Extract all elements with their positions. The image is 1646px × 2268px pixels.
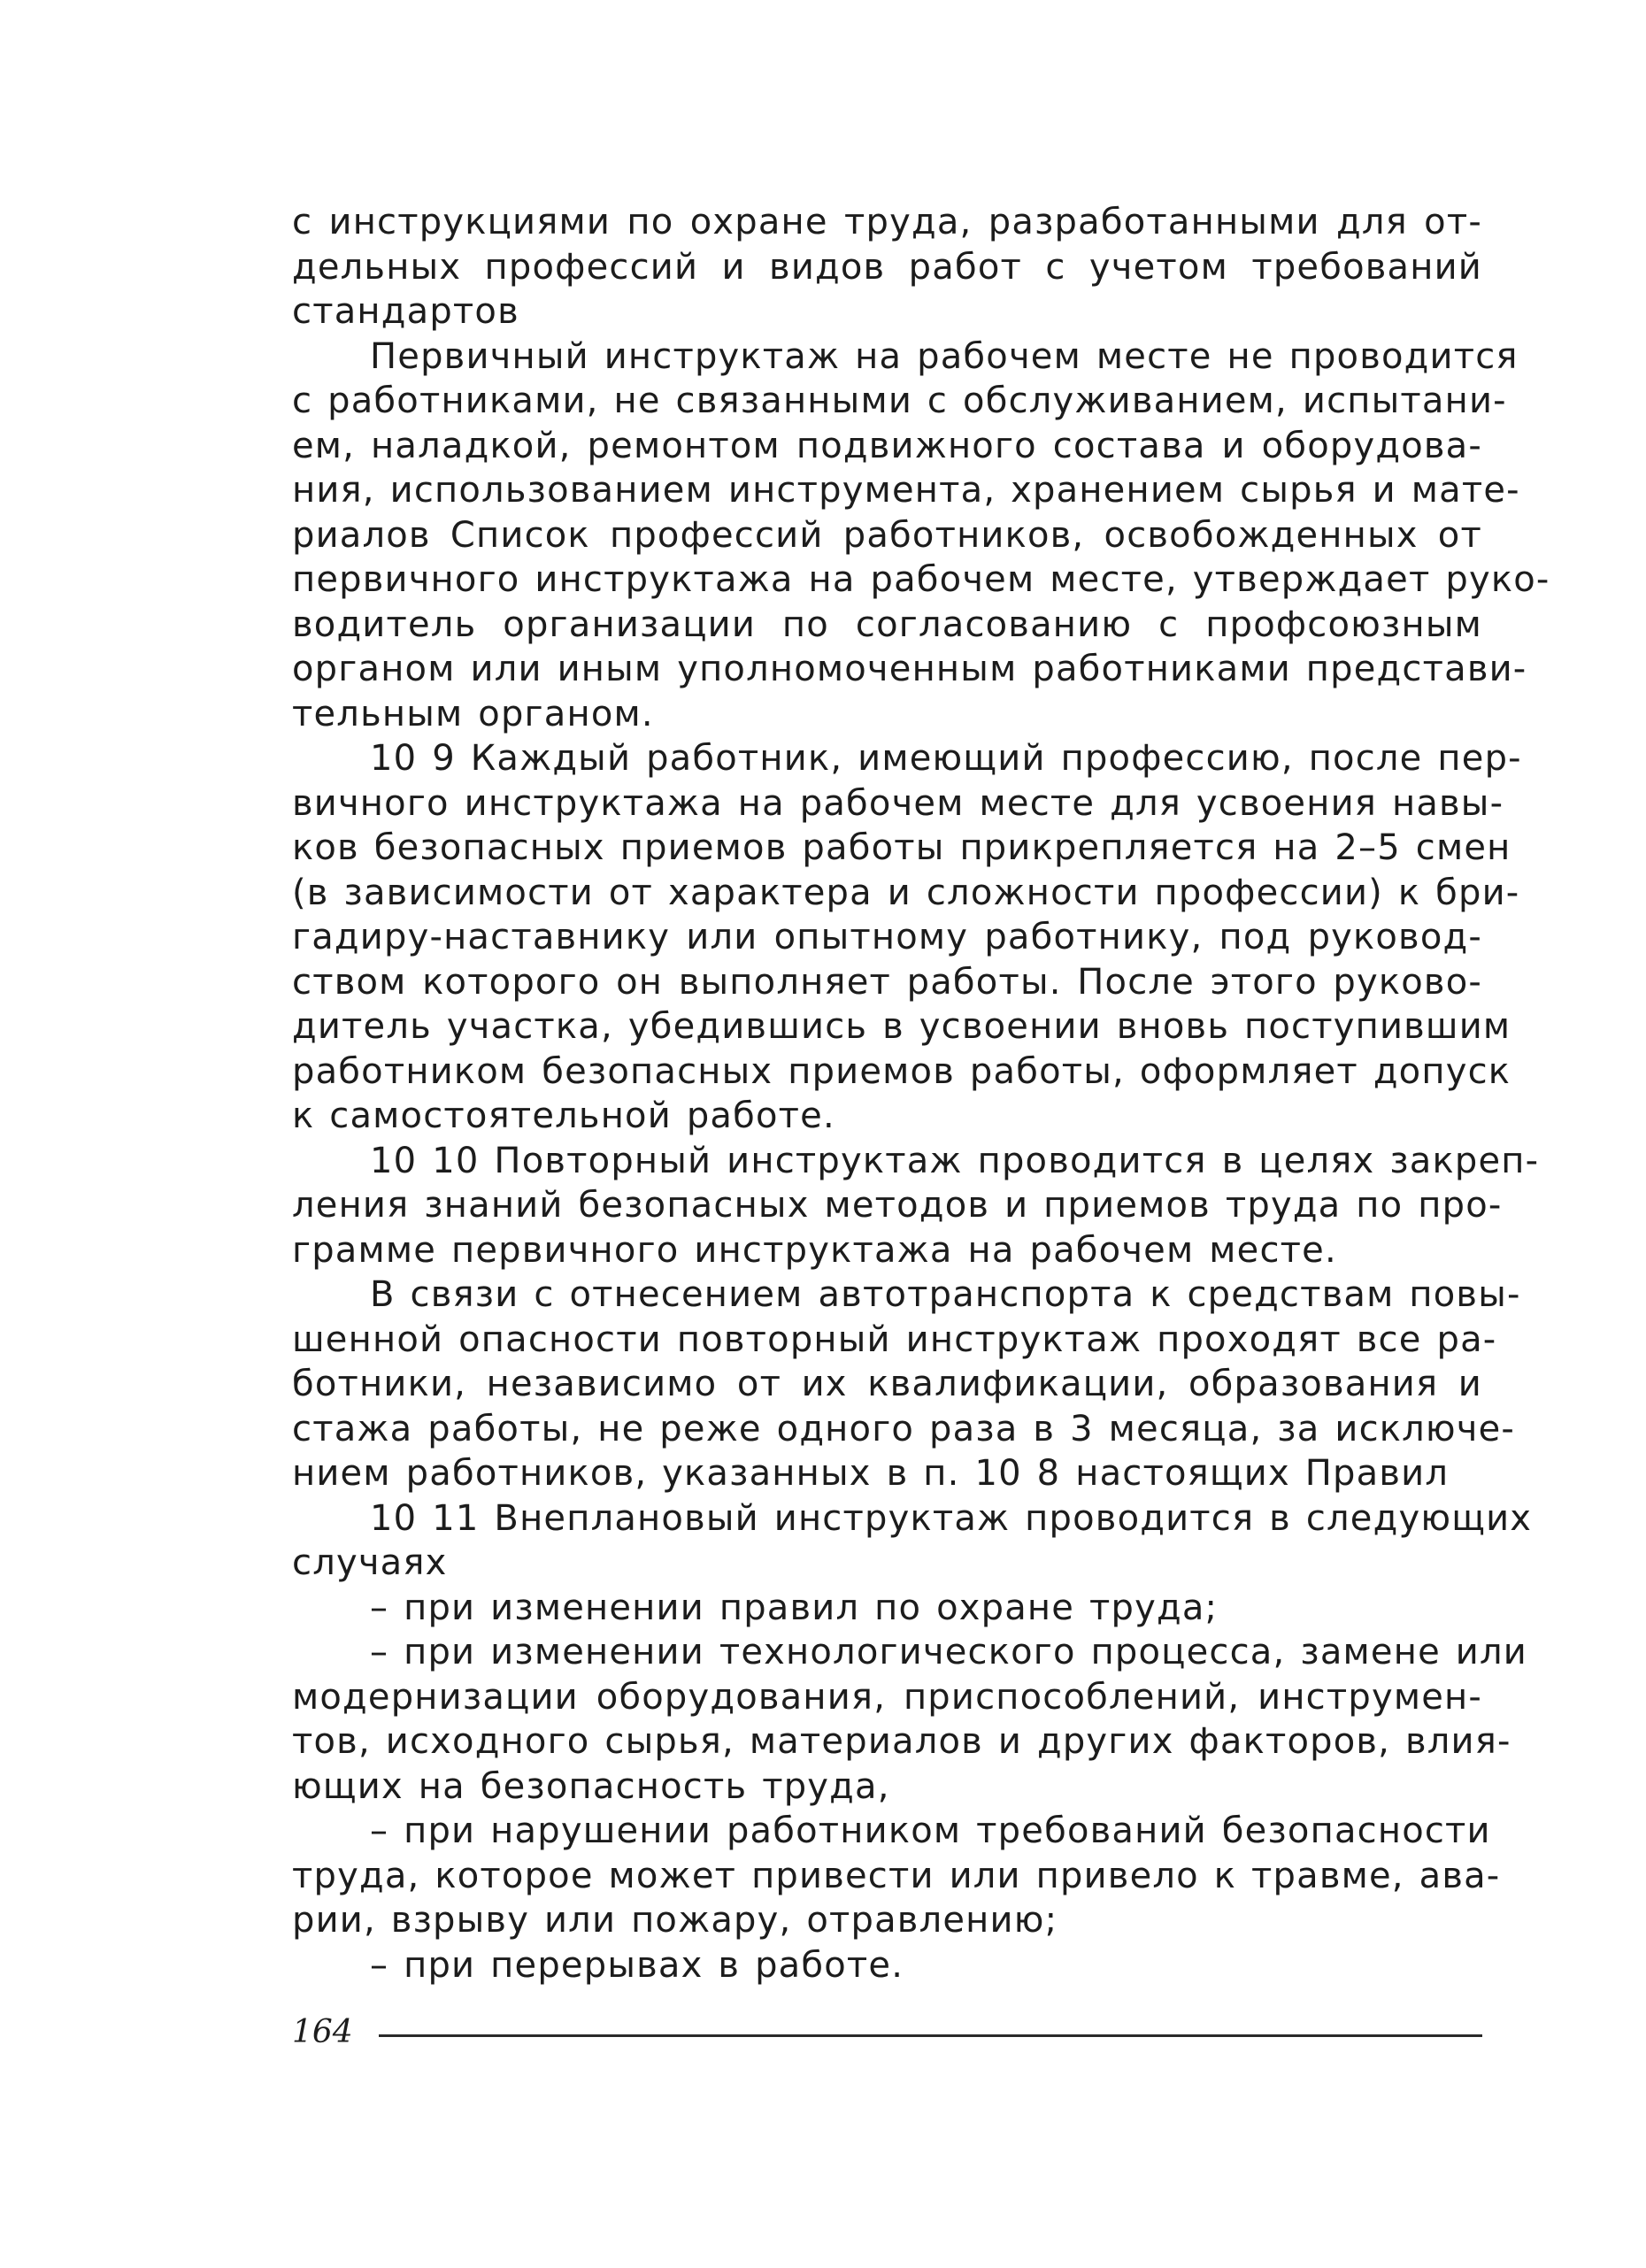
text-line: к самостоятельной работе. bbox=[292, 1096, 835, 1136]
text-line: ством которого он выполняет работы. После этого руково- bbox=[292, 961, 1482, 1003]
text-line: с работниками, не связанными с обслуживанием, испытани- bbox=[292, 381, 1507, 421]
paragraph-10-11 bbox=[292, 1496, 1533, 1586]
text-line: – при изменении технологического процесса, замене или bbox=[370, 1632, 1527, 1672]
page-footer bbox=[292, 2015, 1482, 2050]
text-line: нием работников, указанных в п. 10 8 настоящих Правил bbox=[292, 1453, 1450, 1494]
text-line: Первичный инструктаж на рабочем месте не проводится bbox=[370, 335, 1519, 377]
text-line: шенной опасности повторный инструктаж проходят все ра- bbox=[292, 1319, 1497, 1360]
list-item-work-break bbox=[292, 1943, 1482, 1988]
text-line: ния, использованием инструмента, хранением сырья и мате- bbox=[292, 470, 1520, 511]
page-number: 164 bbox=[292, 2014, 353, 2050]
footer-rule bbox=[379, 2034, 1482, 2037]
paragraph-repeat-briefing bbox=[292, 1272, 1521, 1496]
text-line: первичного инструктажа на рабочем месте, утверждает руко- bbox=[292, 559, 1550, 600]
list-item-rules-change bbox=[292, 1586, 1482, 1631]
text-line: грамме первичного инструктажа на рабочем месте. bbox=[292, 1229, 1337, 1271]
paragraph-continuation bbox=[292, 200, 1482, 334]
text-line: – при нарушении работником требований безопасности bbox=[370, 1811, 1491, 1851]
text-line: (в зависимости от характера и сложности профессии) к бри- bbox=[292, 872, 1520, 913]
text-line: – при перерывах в работе. bbox=[370, 1944, 904, 1986]
paragraph-primary-briefing bbox=[292, 334, 1550, 737]
list-item-process-change bbox=[292, 1630, 1527, 1809]
text-line: случаях bbox=[292, 1542, 448, 1583]
text-line: рии, взрыву или пожару, отравлению; bbox=[292, 1900, 1058, 1941]
text-line: ков безопасных приемов работы прикрепляется на 2–5 смен bbox=[292, 827, 1511, 868]
text-line: стандартов bbox=[292, 291, 519, 332]
text-line: дельных профессий и видов работ с учетом требований bbox=[292, 246, 1482, 288]
paragraph-10-10 bbox=[292, 1139, 1540, 1273]
text-line: тов, исходного сырья, материалов и других факторов, влия- bbox=[292, 1721, 1511, 1762]
list-item-violation bbox=[292, 1809, 1501, 1943]
text-line: 10 9 Каждый работник, имеющий профессию, после пер- bbox=[370, 738, 1522, 779]
text-line: труда, которое может привести или привело к травме, ава- bbox=[292, 1855, 1501, 1896]
text-line: с инструкциями по охране труда, разработанными для от- bbox=[292, 202, 1482, 242]
text-line: дитель участка, убедившись в усвоении вновь поступившим bbox=[292, 1006, 1511, 1047]
text-line: гадиру-наставнику или опытному работнику, под руковод- bbox=[292, 917, 1482, 957]
text-line: модернизации оборудования, приспособлений, инструмен- bbox=[292, 1676, 1482, 1718]
text-line: ющих на безопасность труда, bbox=[292, 1765, 890, 1807]
text-line: ления знаний безопасных методов и приемов труда по про- bbox=[292, 1185, 1503, 1226]
text-line: тельным органом. bbox=[292, 693, 654, 734]
text-line: – при изменении правил по охране труда; bbox=[370, 1587, 1219, 1628]
text-line: стажа работы, не реже одного раза в 3 месяца, за исключе- bbox=[292, 1408, 1516, 1449]
text-line: вичного инструктажа на рабочем месте для усвоения навы- bbox=[292, 782, 1504, 824]
text-line: ем, наладкой, ремонтом подвижного состава и оборудова- bbox=[292, 425, 1482, 466]
text-line: ботники, независимо от их квалификации, образования и bbox=[292, 1364, 1482, 1404]
text-line: 10 11 Внеплановый инструктаж проводится в следующих bbox=[370, 1497, 1533, 1539]
page-body bbox=[292, 200, 1550, 1987]
text-line: 10 10 Повторный инструктаж проводится в целях закреп- bbox=[370, 1140, 1540, 1181]
text-line: риалов Список профессий работников, освобожденных от bbox=[292, 514, 1482, 556]
text-line: органом или иным уполномоченным работниками представи- bbox=[292, 649, 1527, 689]
text-line: водитель организации по согласованию с профсоюзным bbox=[292, 604, 1482, 645]
text-line: работником безопасных приемов работы, оформляет допуск bbox=[292, 1050, 1511, 1092]
paragraph-10-9 bbox=[292, 736, 1522, 1139]
text-line: В связи с отнесением автотранспорта к средствам повы- bbox=[370, 1274, 1521, 1315]
